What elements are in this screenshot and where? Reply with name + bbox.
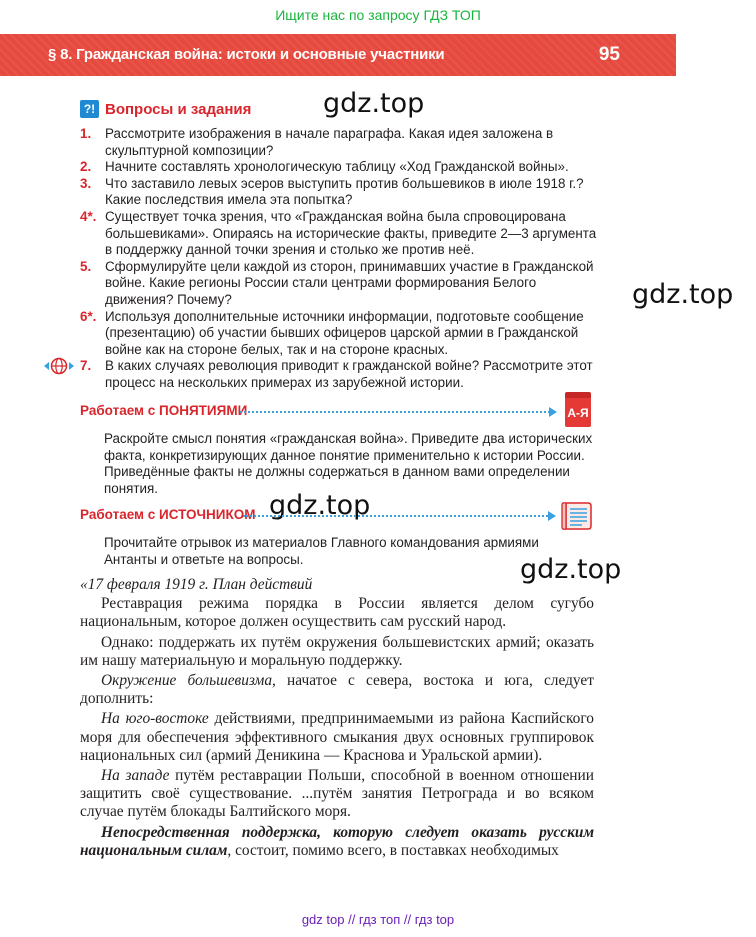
divider-line [240, 411, 550, 413]
document-paragraph: Однако: поддержать их путём окружения большевистских армий; оказать им нашу материальную и моральную поддержку. [80, 633, 594, 669]
question-number: 1. [80, 126, 92, 141]
document-paragraph: Непосредственная поддержка, которую следует оказать русским национальным силам, состоит, помимо всего, в поставках необходимых [80, 823, 594, 859]
question-text: Начните составлять хронологическую таблицу «Ход Гражданской войны». [105, 159, 569, 175]
question-item [80, 259, 600, 309]
questions-icon: ?! [80, 100, 99, 118]
divider-line [243, 515, 551, 517]
top-search-link[interactable]: Ищите нас по запросу ГДЗ ТОП [275, 7, 481, 23]
question-number: 7. [80, 358, 92, 374]
watermark: gdz.top [323, 88, 425, 119]
arrow-right-icon [548, 511, 556, 521]
dictionary-icon: А-Я [565, 397, 591, 427]
document-paragraph: На западе путём реставрации Польши, способной в военном отношении защитить своё существование. ...путём занятия Петрограда и во всяком случае путём блокады Балтийского моря. [80, 767, 594, 821]
arrow-right-icon [549, 407, 557, 417]
question-text: Что заставило левых эсеров выступить против большевиков в июле 1918 г.? Какие последствия имела эта попытка? [105, 175, 584, 208]
document-paragraph: Реставрация режима порядка в России является делом сугубо национальным, которое должен осуществить сам русский народ. [80, 595, 594, 631]
watermark: gdz.top [269, 490, 371, 521]
globe-icon [44, 357, 74, 375]
question-item [80, 176, 600, 209]
chapter-header [0, 34, 676, 76]
question-text: В каких случаях революция приводит к гражданской войне? Рассмотрите этот процесс на нескольких примерах из зарубежной истории. [105, 358, 593, 390]
question-item [80, 309, 600, 359]
document-paragraph: На юго-востоке действиями, предпринимаемыми из района Каспийского моря для обеспечения эффективного смыкания двух основных группировок национальных сил (армий Деникина — Краснова и Уральской армии). [80, 710, 594, 764]
question-number: 2. [80, 159, 92, 175]
source-document [80, 576, 594, 862]
questions-list [80, 126, 600, 392]
document-date-line: «17 февраля 1919 г. План действий [80, 576, 313, 593]
question-number: 4*. [80, 208, 97, 224]
concepts-text: Раскройте смысл понятия «гражданская война». Приведите два исторических факта, конкретизирующих данное понятие применительно к истории России. Приведённые факты не должны содержаться в данном вами определении понятия. [104, 431, 593, 496]
footer-links[interactable]: gdz top // гдз топ // гдз top [301, 912, 455, 927]
question-item [80, 159, 600, 176]
page-number: 95 [598, 44, 620, 65]
scroll-icon [558, 500, 594, 532]
question-text: Используя дополнительные источники информации, подготовьте сообщение (презентацию) об участии бывших офицеров царской армии в Гражданской войне как на стороне белых, так и на стороне красных. [105, 308, 584, 357]
document-paragraph: Окружение большевизма, начатое с севера, востока и юга, следует дополнить: [80, 672, 594, 708]
question-number: 5. [80, 258, 92, 274]
question-text: Существует точка зрения, что «Гражданская война была спровоцирована большевиками». Опираясь на исторические факты, приведите 2—3 аргумента в поддержку данной точки зрения и столько же против неё. [105, 208, 597, 258]
question-item [80, 209, 600, 259]
question-number: 3. [80, 175, 92, 191]
question-text: Сформулируйте цели каждой из сторон, принимавших участие в Гражданской войне. Какие регионы России стали центрами формирования Белого движения? Почему? [105, 258, 594, 307]
questions-title: Вопросы и задания [105, 101, 252, 118]
watermark: gdz.top [520, 554, 622, 585]
watermark: gdz.top [632, 279, 734, 310]
question-number: 6*. [80, 308, 97, 324]
source-task-text: Прочитайте отрывок из материалов Главного командования армиями Антанты и ответьте на вопросы. [104, 535, 539, 567]
source-heading: Работаем с ИСТОЧНИКОМ [80, 507, 256, 522]
question-item [80, 126, 600, 159]
concepts-heading: Работаем с ПОНЯТИЯМИ [80, 403, 248, 418]
question-item [80, 358, 600, 391]
question-text: Рассмотрите изображения в начале параграфа. Какая идея заложена в скульптурной композиции? [105, 126, 554, 158]
chapter-title: § 8. Гражданская война: истоки и основные участники [48, 46, 445, 63]
